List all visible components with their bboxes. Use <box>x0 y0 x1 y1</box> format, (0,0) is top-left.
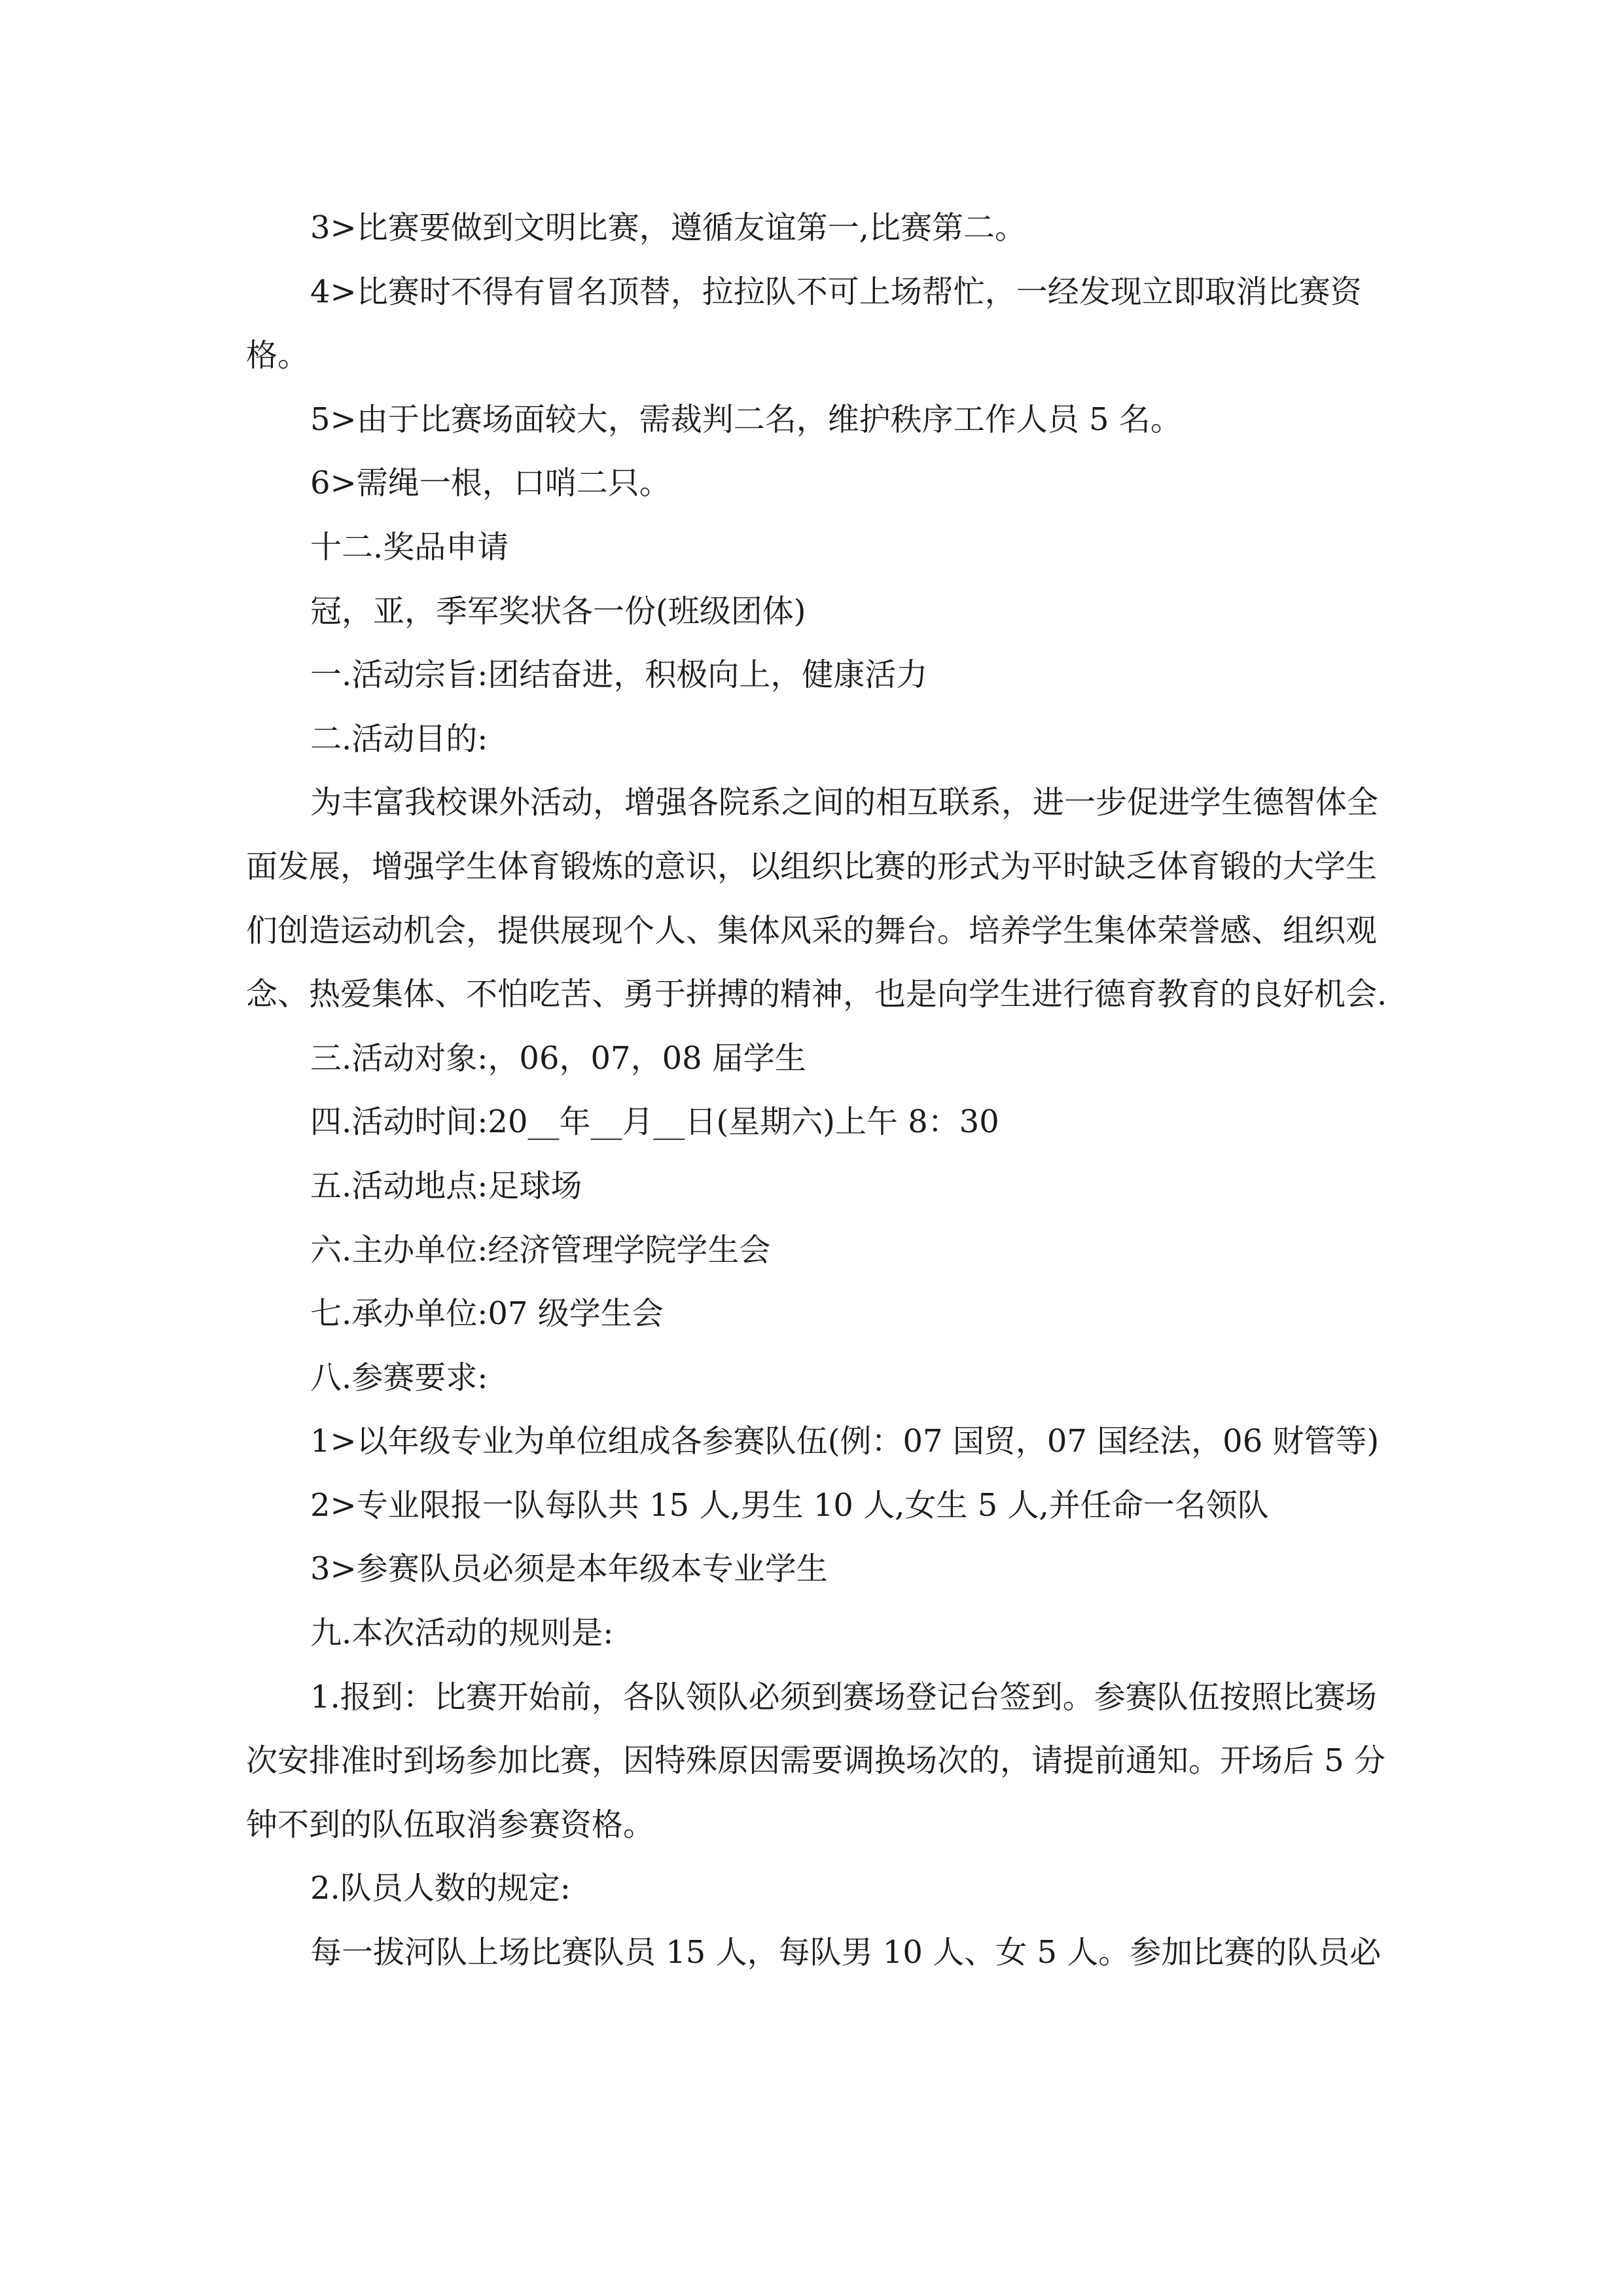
paragraph-rule-team-size-heading: 2.队员人数的规定: <box>310 1870 571 1907</box>
document-body <box>246 196 1398 1985</box>
section-heading-goal: 二.活动目的: <box>310 720 488 757</box>
section-heading-time: 四.活动时间:20__年__月__日(星期六)上午 8：30 <box>310 1103 999 1141</box>
paragraph-rule-6: 6>需绳一根，口哨二只。 <box>310 465 671 502</box>
paragraph-requirement-1: 1>以年级专业为单位组成各参赛队伍(例：07 国贸，07 国经法，06 财管等) <box>310 1423 1380 1460</box>
paragraph-rule-4: 4>比赛时不得有冒名顶替，拉拉队不可上场帮忙，一经发现立即取消比赛资格。 <box>246 273 1362 374</box>
paragraph-rule-team-size: 每一拔河队上场比赛队员 15 人，每队男 10 人、女 5 人。参加比赛的队员必 <box>310 1934 1382 1971</box>
paragraph-requirement-3: 3>参赛队员必须是本年级本专业学生 <box>310 1551 828 1588</box>
section-heading-prizes: 十二.奖品申请 <box>310 528 509 565</box>
paragraph-requirement-2: 2>专业限报一队每队共 15 人,男生 10 人,女生 5 人,并任命一名领队 <box>310 1486 1269 1524</box>
section-heading-location: 五.活动地点:足球场 <box>310 1167 582 1204</box>
section-heading-requirements: 八.参赛要求: <box>310 1359 488 1396</box>
paragraph-rule-3: 3>比赛要做到文明比赛，遵循友谊第一,比赛第二。 <box>310 209 1027 246</box>
paragraph-prizes: 冠，亚，季军奖状各一份(班级团体) <box>310 592 806 630</box>
section-heading-organizer: 六.主办单位:经济管理学院学生会 <box>310 1231 771 1268</box>
section-heading-host: 七.承办单位:07 级学生会 <box>310 1295 664 1333</box>
paragraph-goal: 为丰富我校课外活动，增强各院系之间的相互联系，进一步促进学生德智体全面发展，增强学生体育锻炼的意识，以组织比赛的形式为平时缺乏体育锻的大学生们创造运动机会，提供展现个人、集体风采的舞台。培养学生集体荣誉感、组织观念、热爱集体、不怕吃苦、勇于拼搏的精神，也是向学生进行德育教育的良好机会. <box>246 784 1387 1013</box>
paragraph-rule-checkin: 1.报到：比赛开始前，各队领队必须到赛场登记台签到。参赛队伍按照比赛场次安排准时到场参加比赛，因特殊原因需要调换场次的，请提前通知。开场后 5 分钟不到的队伍取消参赛资格。 <box>246 1678 1386 1843</box>
section-heading-participants: 三.活动对象:，06，07，08 届学生 <box>310 1039 806 1077</box>
section-heading-purpose: 一.活动宗旨:团结奋进，积极向上，健康活力 <box>310 656 928 694</box>
section-heading-rules: 九.本次活动的规则是: <box>310 1615 614 1652</box>
paragraph-rule-5: 5>由于比赛场面较大，需裁判二名，维护秩序工作人员 5 名。 <box>310 401 1182 438</box>
